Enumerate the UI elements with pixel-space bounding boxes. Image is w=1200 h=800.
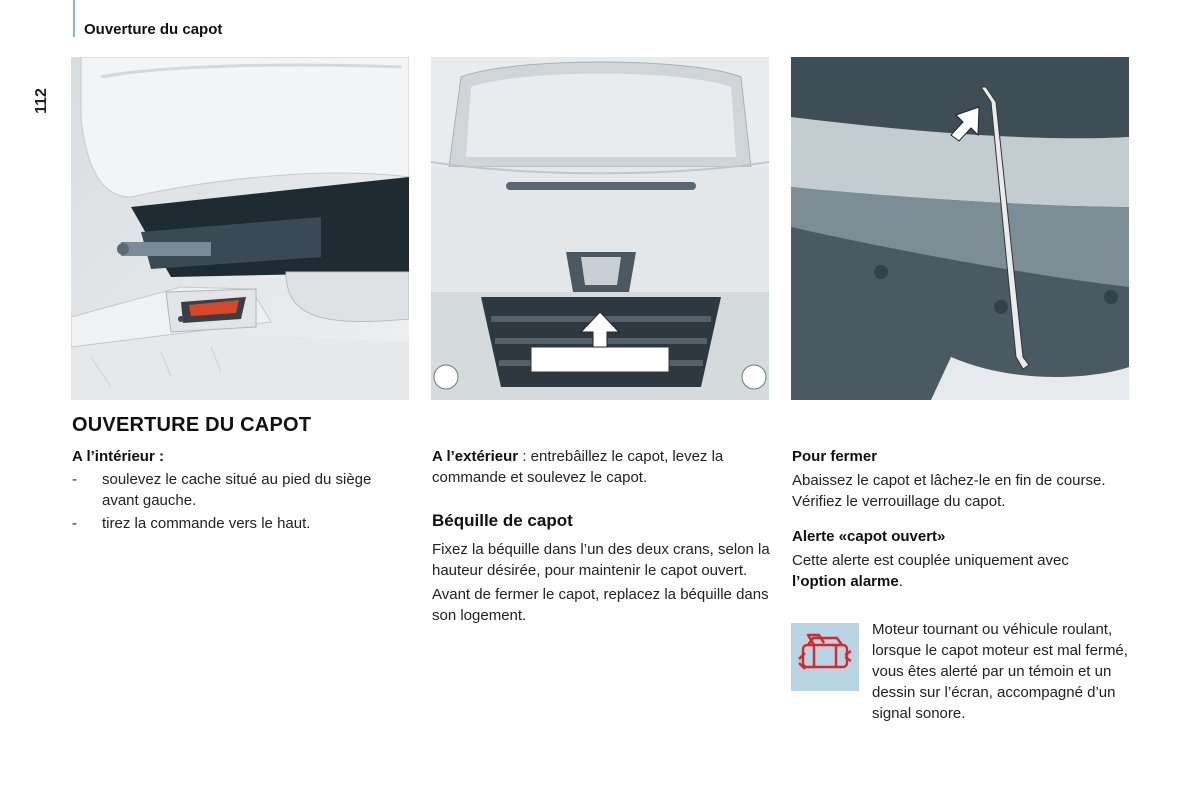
warning-text: Moteur tournant ou véhicule roulant, lorsque le capot moteur est mal fermé, vous êtes alerté par un témoin et un dessin sur l’écran, accompagné d’un signal sonore. xyxy=(872,621,1128,722)
bullet-text: soulevez le cache situé au pied du siège avant gauche. xyxy=(102,471,372,509)
header-accent-bar xyxy=(73,0,75,37)
bequille-paragraph-2: Avant de fermer le capot, replacez la béquille dans son logement. xyxy=(432,586,769,624)
bullet-text: tirez la commande vers le haut. xyxy=(102,515,311,532)
bequille-heading: Béquille de capot xyxy=(432,511,573,530)
alert-heading: Alerte «capot ouvert» xyxy=(792,528,946,545)
list-item xyxy=(72,469,412,511)
close-text: Abaissez le capot et lâchez-le en fin de course. Vérifiez le verrouillage du capot. xyxy=(792,472,1106,510)
section-heading: OUVERTURE DU CAPOT xyxy=(72,414,312,436)
exterior-text: : entrebâillez le capot, levez la commande et soulevez le capot. xyxy=(432,448,724,486)
alert-text-before: Cette alerte est couplée uniquement avec xyxy=(792,552,1069,569)
seat-lever-illustration xyxy=(71,57,409,400)
close-heading: Pour fermer xyxy=(792,448,878,465)
alert-option-bold: l’option alarme xyxy=(792,573,899,590)
exterior-label: A l’extérieur xyxy=(432,448,519,465)
header-title: Ouverture du capot xyxy=(84,21,223,38)
alert-text xyxy=(792,550,1122,592)
alert-text-after: . xyxy=(898,573,903,590)
exterior-column xyxy=(432,446,772,626)
page-number: 112 xyxy=(33,88,50,114)
vehicle-front-illustration xyxy=(431,57,769,400)
interior-label: A l’intérieur : xyxy=(72,448,164,465)
bequille-paragraph-1: Fixez la béquille dans l’un des deux crans, selon la hauteur désirée, pour maintenir le capot ouvert. xyxy=(432,541,770,579)
hood-strut-illustration xyxy=(791,57,1129,400)
closing-column xyxy=(792,446,1122,592)
bullet-dash: - xyxy=(72,515,77,532)
hood-open-warning-icon xyxy=(791,623,859,691)
list-item xyxy=(72,513,412,534)
exterior-paragraph xyxy=(432,446,772,488)
bullet-dash: - xyxy=(72,471,77,488)
interior-column xyxy=(72,446,412,534)
